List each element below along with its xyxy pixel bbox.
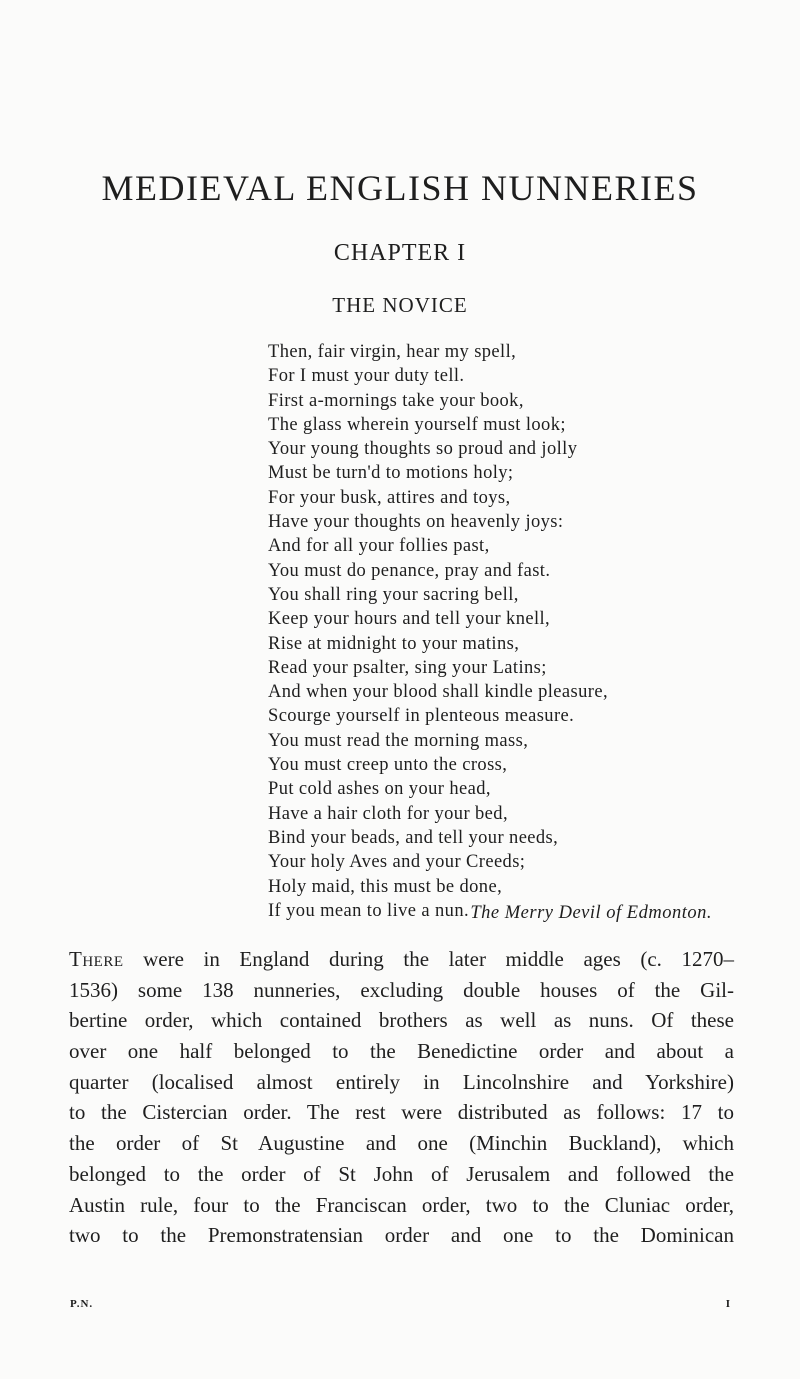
epigraph-attribution: The Merry Devil of Edmonton. xyxy=(470,903,712,923)
body-paragraph xyxy=(69,944,734,1251)
poem-line: Scourge yourself in plenteous measure. xyxy=(268,706,575,727)
chapter-number: CHAPTER I xyxy=(333,240,467,266)
poem-line: Must be turn'd to motions holy; xyxy=(268,463,514,484)
poem-line: Have your thoughts on heavenly joys: xyxy=(268,512,564,533)
poem-line: Put cold ashes on your head, xyxy=(268,779,491,800)
poem-line: The glass wherein yourself must look; xyxy=(268,414,566,435)
chapter-title: THE NOVICE xyxy=(332,293,468,317)
poem-line: Your holy Aves and your Creeds; xyxy=(268,852,526,873)
poem-line: For I must your duty tell. xyxy=(268,366,465,387)
body-line-text: were in England during the later middle ages (c. 1270– xyxy=(123,947,734,971)
body-line: the order of St Augustine and one (Minchin Buckland), which xyxy=(69,1131,734,1156)
body-line: Austin rule, four to the Franciscan order, two to the Cluniac order, xyxy=(69,1192,734,1217)
poem-line: Then, fair virgin, hear my spell, xyxy=(268,342,517,362)
book-title: MEDIEVAL ENGLISH NUNNERIES xyxy=(101,168,699,208)
body-line xyxy=(69,944,734,975)
body-line: belonged to the order of St John of Jerusalem and followed the xyxy=(69,1161,734,1186)
poem-line: Keep your hours and tell your knell, xyxy=(268,609,551,630)
body-line: over one half belonged to the Benedictine order and about a xyxy=(69,1039,734,1064)
poem-line: First a-mornings take your book, xyxy=(268,390,524,411)
poem-line: And for all your follies past, xyxy=(268,536,490,557)
poem-line: Rise at midnight to your matins, xyxy=(268,633,520,654)
poem-line: Have a hair cloth for your bed, xyxy=(268,803,508,824)
body-line: 1536) some 138 nunneries, excluding double houses of the Gil- xyxy=(69,977,734,1002)
poem-line: You must read the morning mass, xyxy=(268,730,529,751)
poem-line: Bind your beads, and tell your needs, xyxy=(268,827,559,848)
poem-line: For your busk, attires and toys, xyxy=(268,487,511,508)
poem-line: You must creep unto the cross, xyxy=(268,755,508,776)
poem-line: And when your blood shall kindle pleasure, xyxy=(268,682,608,703)
body-line: quarter (localised almost entirely in Lincolnshire and Yorkshire) xyxy=(69,1069,734,1094)
printer-signature-mark: P.N. xyxy=(70,1298,94,1310)
poem-line: If you mean to live a nun. xyxy=(268,900,470,921)
poem-line: Read your psalter, sing your Latins; xyxy=(268,657,547,678)
poem-line: Holy maid, this must be done, xyxy=(268,876,503,897)
lead-word: There xyxy=(69,947,124,971)
poem-line: Your young thoughts so proud and jolly xyxy=(268,439,578,460)
body-line: bertine order, which contained brothers as well as nuns. Of these xyxy=(69,1008,734,1033)
epigraph-poem xyxy=(268,340,728,923)
body-line: to the Cistercian order. The rest were distributed as follows: 17 to xyxy=(69,1100,734,1125)
printer-signature-number: I xyxy=(725,1298,731,1310)
body-line: two to the Premonstratensian order and one to the Dominican xyxy=(69,1223,734,1248)
poem-line: You shall ring your sacring bell, xyxy=(268,584,519,605)
poem-line: You must do penance, pray and fast. xyxy=(268,560,551,581)
